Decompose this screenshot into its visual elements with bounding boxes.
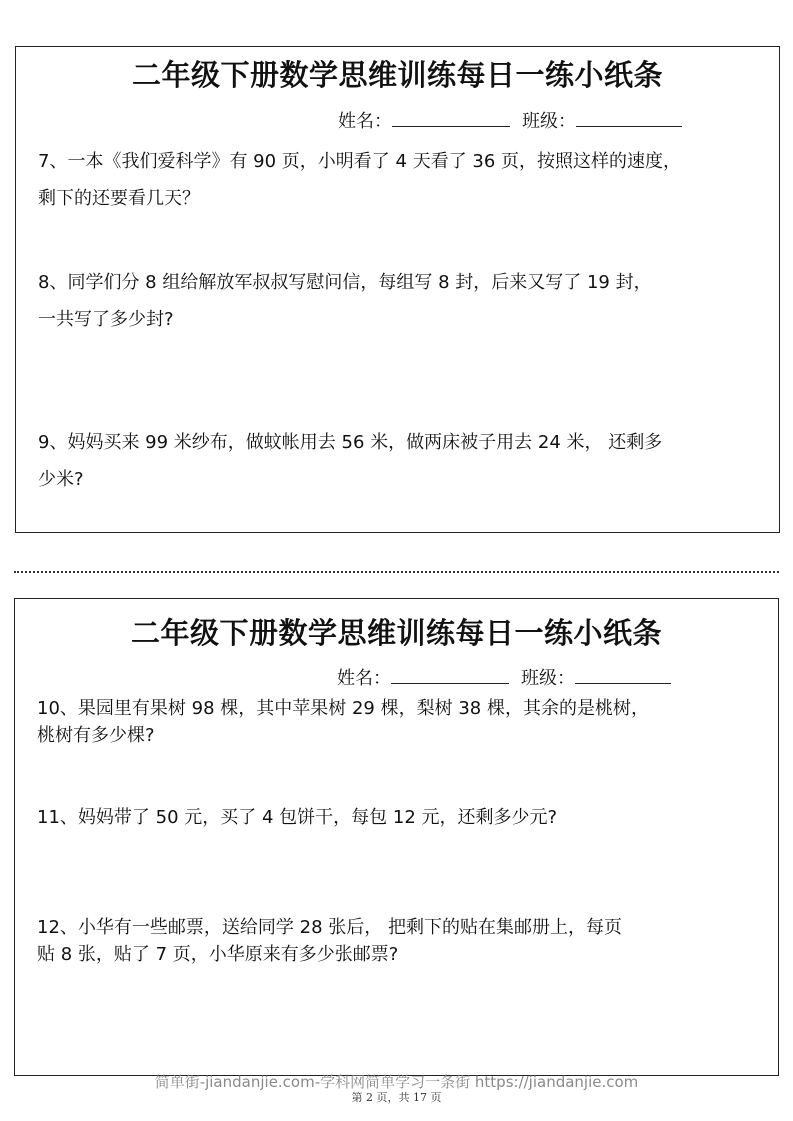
worksheet-card-2 — [14, 598, 779, 1076]
question-11 — [37, 809, 765, 827]
name-blank — [391, 669, 509, 684]
question-line: 贴 8 张，贴了 7 页，小华原来有多少张邮票? — [37, 944, 399, 965]
question-line: 11、妈妈带了 50 元，买了 4 包饼干，每包 12 元，还剩多少元? — [37, 807, 558, 828]
class-label: 班级： — [521, 668, 575, 689]
class-blank — [575, 669, 671, 684]
question-line: 10、果园里有果树 98 棵，其中苹果树 29 棵，梨树 38 棵，其余的是桃树， — [37, 698, 649, 719]
student-info-line — [338, 107, 682, 133]
name-blank — [392, 112, 510, 127]
question-line: 8、同学们分 8 组给解放军叔叔写慰问信，每组写 8 封，后来又写了 19 封， — [38, 272, 652, 293]
card-title: 二年级下册数学思维训练每日一练小纸条 — [130, 616, 662, 650]
name-label: 姓名： — [337, 668, 391, 689]
worksheet-card-1 — [15, 46, 780, 533]
footer-watermark-text: 简单街-jiandanjie.com-学科网简单学习一条街 https://jiandanjie.com — [154, 1073, 639, 1091]
question-8 — [38, 274, 766, 329]
question-7 — [38, 153, 766, 208]
question-line: 少米? — [38, 469, 84, 490]
card-title: 二年级下册数学思维训练每日一练小纸条 — [131, 58, 663, 92]
question-10 — [37, 700, 765, 745]
question-line: 12、小华有一些邮票，送给同学 28 张后， 把剩下的贴在集邮册上，每页 — [37, 917, 622, 938]
class-blank — [576, 112, 682, 127]
cut-line-divider — [14, 571, 779, 573]
question-line: 9、妈妈买来 99 米纱布，做蚊帐用去 56 米，做两床被子用去 24 米， 还剩多 — [38, 432, 663, 453]
question-line: 桃树有多少棵? — [37, 725, 155, 746]
page-number: 第 2 页，共 17 页 — [351, 1091, 442, 1104]
class-label: 班级： — [522, 111, 576, 132]
question-12 — [37, 919, 765, 964]
question-9 — [38, 434, 766, 489]
student-info-line — [337, 664, 671, 690]
question-line: 一共写了多少封? — [38, 309, 174, 330]
name-label: 姓名： — [338, 111, 392, 132]
question-line: 7、一本《我们爱科学》有 90 页，小明看了 4 天看了 36 页，按照这样的速度， — [38, 151, 682, 172]
question-line: 剩下的还要看几天？ — [38, 188, 200, 209]
